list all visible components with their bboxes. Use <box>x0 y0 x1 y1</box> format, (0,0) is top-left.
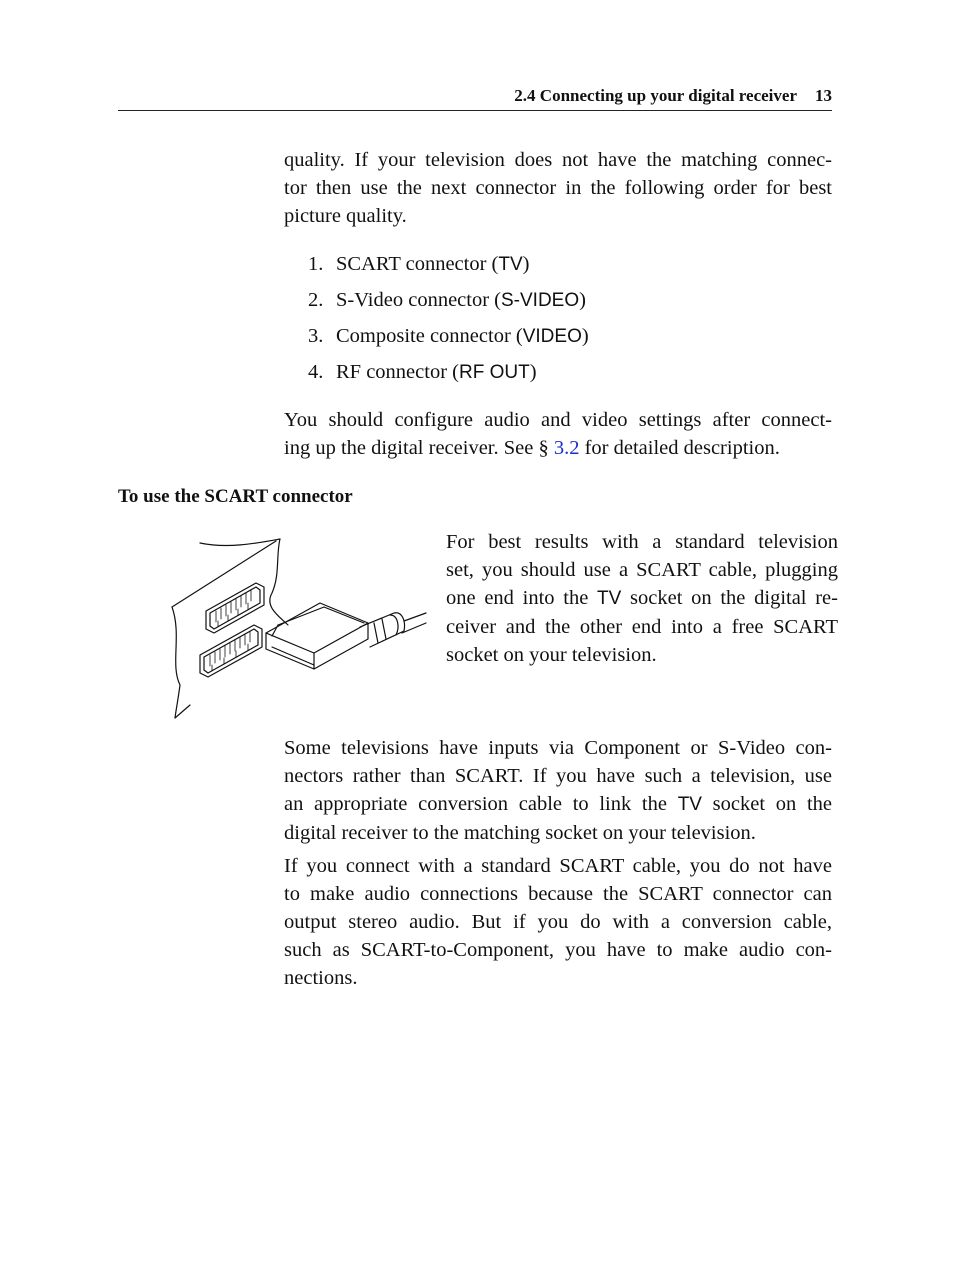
list-number: 2. <box>308 289 324 311</box>
text-line <box>446 641 838 669</box>
list-item <box>308 250 589 286</box>
list-item <box>308 286 589 322</box>
audio-paragraph <box>284 852 832 992</box>
section-link[interactable]: 3.2 <box>553 437 580 459</box>
text-line: picture quality. <box>284 205 407 227</box>
component-paragraph <box>284 734 832 847</box>
text-line: quality. If your television does not have the matching connec- <box>284 149 832 171</box>
text-line: output stereo audio. But if you do with a conversion cable, <box>284 911 832 933</box>
text-fragment: socket on your television. <box>446 644 657 666</box>
text-fragment: an appropriate conversion cable to link the <box>284 793 678 815</box>
text-line <box>446 528 838 556</box>
text-line <box>284 734 832 762</box>
list-number: 1. <box>308 253 324 275</box>
list-text: S-Video connector ( <box>336 289 501 311</box>
text-line: You should configure audio and video settings after connect- <box>284 409 832 431</box>
list-number: 3. <box>308 325 324 347</box>
page-number: 13 <box>815 86 832 105</box>
connector-code: TV <box>597 588 622 609</box>
scart-illustration-svg <box>168 535 430 725</box>
list-close: ) <box>529 361 537 383</box>
text-line: tor then use the next connector in the following order for best <box>284 177 832 199</box>
connector-list <box>308 250 589 394</box>
running-header <box>118 86 832 111</box>
scart-connector-illustration <box>168 535 430 729</box>
list-close: ) <box>579 289 586 311</box>
connector-code: TV <box>498 254 523 275</box>
list-number: 4. <box>308 361 324 383</box>
text-fragment: digital receiver to the matching socket on your television. <box>284 822 756 844</box>
text-fragment: socket on the <box>701 793 832 815</box>
list-item <box>308 322 589 358</box>
text-line: If you connect with a standard SCART cable, you do not have <box>284 855 832 877</box>
text-line: to make audio connections because the SCART connector can <box>284 883 832 905</box>
intro-paragraph <box>284 146 832 230</box>
text-line <box>284 434 832 462</box>
text-line <box>284 790 832 819</box>
list-item <box>308 358 589 394</box>
text-fragment: Some televisions have inputs via Component or S-Video con- <box>284 737 832 759</box>
scart-heading: To use the SCART connector <box>118 486 353 507</box>
configure-paragraph <box>284 406 832 462</box>
list-close: ) <box>581 325 589 347</box>
text-fragment: socket on the digital re- <box>621 587 838 609</box>
scart-description <box>446 528 838 669</box>
text-fragment: ing up the digital receiver. See § <box>284 437 554 459</box>
list-text: RF connector ( <box>336 361 459 383</box>
text-line <box>284 819 832 847</box>
list-text: Composite connector ( <box>336 325 523 347</box>
text-line <box>446 556 838 584</box>
text-line <box>446 613 838 641</box>
connector-code: RF OUT <box>458 362 530 383</box>
text-fragment: nectors rather than SCART. If you have such a television, use <box>284 765 832 787</box>
text-fragment: set, you should use a SCART cable, plugging <box>446 559 838 581</box>
connector-code: S-VIDEO <box>501 290 580 311</box>
section-title: 2.4 Connecting up your digital receiver <box>514 86 797 105</box>
text-fragment: For best results with a standard television <box>446 531 838 553</box>
connector-code: TV <box>677 794 702 815</box>
list-close: ) <box>522 253 530 275</box>
text-fragment: ceiver and the other end into a free SCART <box>446 616 838 638</box>
text-fragment: one end into the <box>446 587 598 609</box>
connector-code: VIDEO <box>522 326 582 347</box>
text-line: such as SCART-to-Component, you have to make audio con- <box>284 939 832 961</box>
list-text: SCART connector ( <box>336 253 499 275</box>
text-line <box>284 762 832 790</box>
text-fragment: for detailed description. <box>579 437 780 459</box>
text-line: nections. <box>284 967 358 989</box>
text-line <box>446 584 838 613</box>
